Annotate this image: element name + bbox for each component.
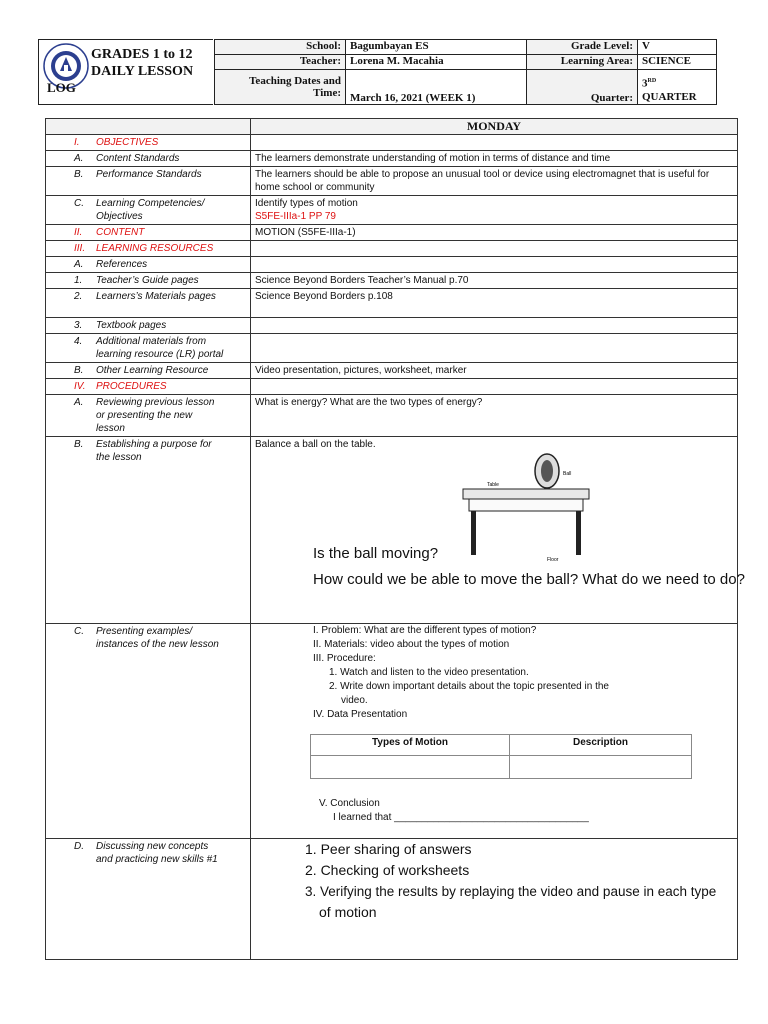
lm-label: [46, 289, 251, 318]
table-row: [46, 119, 738, 135]
discussion-item-cont: of motion: [319, 904, 377, 920]
quarter-sup: RD: [647, 78, 657, 85]
row-num: B.: [74, 365, 84, 376]
data-presentation: IV. Data Presentation: [313, 709, 408, 720]
resources-value: [251, 241, 738, 257]
content-std-value: The learners demonstrate understanding of motion in terms of distance and time: [251, 151, 738, 167]
floor-label: Floor: [547, 557, 559, 561]
row-label: PROCEDURES: [96, 381, 167, 392]
other-label: [46, 363, 251, 379]
area-value: SCIENCE: [638, 55, 717, 70]
row-label: Performance Standards: [96, 169, 202, 180]
materials-text: II. Materials: video about the types of motion: [313, 639, 510, 650]
row-num: B.: [74, 169, 84, 180]
row-label: Establishing a purpose for: [96, 439, 212, 450]
content-label: [46, 225, 251, 241]
perf-std-value: The learners should be able to propose an unusual tool or device using electromagnet that is useful for home school or community: [251, 167, 738, 196]
row-label-2: and practicing new skills #1: [96, 854, 218, 865]
row-label: Learners’s Materials pages: [96, 291, 216, 302]
dates-label: [215, 70, 346, 105]
tg-value: Science Beyond Borders Teacher’s Manual p.70: [251, 273, 738, 289]
row-label: OBJECTIVES: [96, 137, 159, 148]
title-line-2: DAILY LESSON: [91, 64, 194, 79]
quarter-label: Quarter:: [527, 70, 638, 105]
learned-line: I learned that ___________________________________: [333, 812, 589, 823]
table-row: [46, 273, 738, 289]
review-label: [46, 395, 251, 437]
table-row: [46, 135, 738, 151]
examples-label: [46, 624, 251, 839]
quarter-value: [638, 70, 717, 105]
examples-value: [251, 624, 738, 839]
table-row: [46, 167, 738, 196]
discussion-item: 3. Verifying the results by replaying the video and pause in each type: [305, 884, 717, 899]
ball-label: Ball: [563, 471, 572, 477]
objectives-label: [46, 135, 251, 151]
row-num: A.: [74, 153, 84, 164]
row-label: Discussing new concepts: [96, 841, 209, 852]
teacher-label: Teacher:: [215, 55, 346, 70]
discussing-value: [251, 839, 738, 960]
competencies-value: [251, 196, 738, 225]
row-num: I.: [74, 137, 80, 148]
school-value: Bagumbayan ES: [346, 40, 527, 55]
references-value: [251, 257, 738, 273]
row-label: Reviewing previous lesson: [96, 397, 215, 408]
col-description: Description: [510, 735, 692, 756]
row-num: 1.: [74, 275, 83, 286]
logo-box: [38, 39, 213, 105]
row-label-3: lesson: [96, 423, 125, 434]
row-num: A.: [74, 397, 84, 408]
step-1: 1. Watch and listen to the video presentation.: [329, 667, 529, 678]
textbook-value: [251, 318, 738, 334]
lm-value: Science Beyond Borders p.108: [251, 289, 738, 318]
table-label: Table: [487, 482, 499, 488]
competencies-label: [46, 196, 251, 225]
table-row: [46, 839, 738, 960]
row-label: Content Standards: [96, 153, 180, 164]
review-value: What is energy? What are the two types of energy?: [251, 395, 738, 437]
activity-sheet: [293, 624, 701, 834]
discussion-item: 1. Peer sharing of answers: [305, 841, 472, 857]
step-2-cont: video.: [341, 695, 368, 706]
answer-cell[interactable]: [510, 756, 692, 779]
row-label: Additional materials from: [96, 336, 207, 347]
table-row: [46, 257, 738, 273]
conclusion-text: V. Conclusion: [319, 798, 380, 809]
question-2: How could we be able to move the ball? What do we need to do?: [313, 571, 745, 588]
row-label: Textbook pages: [96, 320, 167, 331]
table-row: [46, 395, 738, 437]
row-num: C.: [74, 626, 84, 637]
dates-label-2: Time:: [313, 87, 341, 99]
header: [38, 39, 731, 106]
row-num: A.: [74, 259, 84, 270]
row-num: 2.: [74, 291, 83, 302]
header-info-table: [214, 39, 717, 105]
table-row: [46, 241, 738, 257]
textbook-label: [46, 318, 251, 334]
row-label-2: the lesson: [96, 452, 142, 463]
table-row: [46, 363, 738, 379]
resources-label: [46, 241, 251, 257]
row-label: References: [96, 259, 148, 270]
step-2: 2. Write down important details about the topic presented in the: [329, 681, 609, 692]
title-line-1: GRADES 1 to 12: [91, 47, 193, 62]
problem-text: I. Problem: What are the different types of motion?: [313, 625, 537, 636]
title-line-3: LOG: [47, 80, 76, 95]
purpose-value: [251, 437, 745, 624]
references-label: [46, 257, 251, 273]
row-label: Other Learning Resource: [96, 365, 209, 376]
col-types: Types of Motion: [311, 735, 510, 756]
grade-value: V: [638, 40, 717, 55]
table-row: [46, 318, 738, 334]
row-label: Learning Competencies/: [96, 198, 205, 209]
discussing-label: [46, 839, 251, 960]
lesson-table: [45, 118, 745, 960]
table-top: [463, 489, 589, 499]
additional-label: [46, 334, 251, 363]
discussion-list: [293, 839, 717, 923]
discussion-item: 2. Checking of worksheets: [305, 862, 470, 878]
purpose-text: Balance a ball on the table.: [255, 439, 376, 450]
row-num: IV.: [74, 381, 86, 392]
row-label-2: or presenting the new: [96, 410, 193, 421]
school-label: School:: [215, 40, 346, 55]
table-row: [46, 289, 738, 318]
day-header: MONDAY: [251, 119, 738, 135]
row-label: CONTENT: [96, 227, 145, 238]
other-value: Video presentation, pictures, worksheet, marker: [251, 363, 738, 379]
answer-cell[interactable]: [311, 756, 510, 779]
dates-value: March 16, 2021 (WEEK 1): [346, 70, 527, 105]
row-num: B.: [74, 439, 84, 450]
table-row: [46, 379, 738, 395]
row-label-2: learning resource (LR) portal: [96, 349, 224, 360]
procedures-label: [46, 379, 251, 395]
row-label: Teacher’s Guide pages: [96, 275, 199, 286]
quarter-num: 3: [642, 78, 648, 90]
table-row: [46, 225, 738, 241]
row-num: II.: [74, 227, 83, 238]
perf-std-label: [46, 167, 251, 196]
table-row: [46, 196, 738, 225]
row-label: Presenting examples/: [96, 626, 193, 637]
competency-text: Identify types of motion: [255, 198, 358, 209]
table-row: [46, 334, 738, 363]
row-label-2: instances of the new lesson: [96, 639, 219, 650]
row-label-2: Objectives: [96, 211, 143, 222]
competency-code: S5FE-IIIa-1 PP 79: [255, 211, 336, 222]
row-num: 4.: [74, 336, 83, 347]
dates-label-1: Teaching Dates and: [249, 75, 341, 87]
row-num: III.: [74, 243, 86, 254]
content-value: MOTION (S5FE-IIIa-1): [251, 225, 738, 241]
corner-cell: [46, 119, 251, 135]
table-ball-illustration: [461, 451, 591, 561]
procedure-text: III. Procedure:: [313, 653, 376, 664]
motion-table: [310, 734, 692, 779]
purpose-label: [46, 437, 251, 624]
quarter-word: QUARTER: [642, 91, 697, 103]
grade-label: Grade Level:: [527, 40, 638, 55]
area-label: Learning Area:: [527, 55, 638, 70]
table-row: [46, 437, 738, 624]
table-row: [46, 151, 738, 167]
procedures-value: [251, 379, 738, 395]
row-num: 3.: [74, 320, 83, 331]
table-row: [46, 624, 738, 839]
question-1: Is the ball moving?: [313, 545, 439, 562]
additional-value: [251, 334, 738, 363]
content-std-label: [46, 151, 251, 167]
row-num: C.: [74, 198, 84, 209]
tg-label: [46, 273, 251, 289]
row-num: D.: [74, 841, 84, 852]
objectives-value: [251, 135, 738, 151]
row-label: LEARNING RESOURCES: [96, 243, 214, 254]
teacher-value: Lorena M. Macahia: [346, 55, 527, 70]
